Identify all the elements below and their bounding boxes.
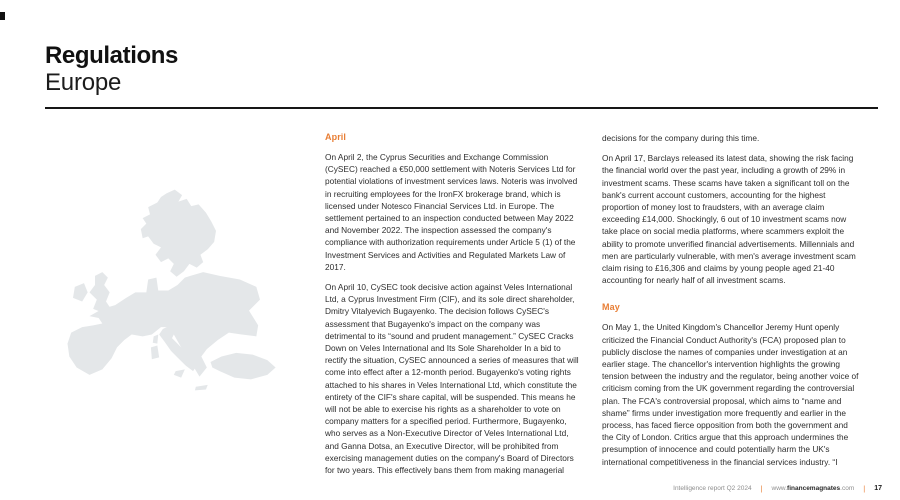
map-crete (195, 385, 208, 391)
map-ireland (73, 283, 88, 301)
footer-separator-2: | (863, 484, 866, 493)
footer-website-suffix: .com (840, 485, 855, 492)
page-edge-mark (0, 12, 5, 20)
paragraph-april-continued: decisions for the company during this time. (602, 133, 760, 143)
title-divider-line (45, 107, 878, 109)
europe-map-silhouette (62, 182, 282, 410)
paragraph-april-1: On April 2, the Cyprus Securities and Exchange Commission (CySEC) reached a €50,000 settlement with Noteris Services Ltd for potential violations of investment services laws. Noteris was involved in recruiting employees for the IronFX brokerage brand, which is licensed under Notesco Financial Services Ltd. in Europe. The settlement pertained to an inspection conducted between May 2022 and November 2022. The inspection assessed the company's compliance with authorization requirements under Article 5 (1) of the Investment Services and Activities and Regulated Markets Law of 2017. (325, 152, 578, 272)
page-subtitle: Europe (45, 69, 122, 96)
map-great-britain (90, 272, 110, 312)
section-heading-may: May (602, 302, 620, 313)
footer-website-link[interactable] (772, 484, 855, 494)
footer-separator-1: | (760, 484, 763, 493)
page-header (45, 42, 178, 96)
footer-website-brand: financemagnates (787, 485, 841, 492)
map-scandinavia (141, 190, 216, 277)
europe-map-svg (62, 182, 282, 410)
paragraph-april-2: On April 10, CySEC took decisive action against Veles International Ltd, a Cyprus Investment Firm (CIF), and its sole direct shareholder, Dmitry Vitalyevich Bugayenko. The decision follows CySEC's assessment that Bugayenko's impact on the company was detrimental to its “sound and prudent management.” CySEC Cracks Down on Veles International and Its Sole Shareholder In a bid to rectify the situation, CySEC announced a series of measures that will come into effect after a 12-month period. Bugayenko's voting rights attached to his shares in Veles International Ltd, which constitute the entirety of the CIF's share capital, will be suspended. This means he will not be able to exercise his rights as a shareholder to vote on company matters for a specified period. Furthermore, Bugayenko, who serves as a Non-Executive Director of Veles International Ltd, and Ganna Dotsa, an Executive Director, will be prohibited from exercising management duties on the company's Board of Directors for two years. This effectively bans them from making managerial (325, 282, 579, 476)
footer-page-number: 17 (874, 485, 882, 492)
page-title: Regulations (45, 42, 178, 69)
map-sicily (174, 369, 185, 377)
footer-website-prefix: www. (771, 485, 788, 492)
section-heading-april: April (325, 132, 347, 142)
footer-report-label: Intelligence report Q2 2024 (673, 485, 752, 492)
column-right (602, 132, 861, 476)
paragraph-april-3: On April 17, Barclays released its latest data, showing the risk facing the financial world over the past year, including a growth of 29% in investment scams. These scams have taken a significant toll on the bank's current account customers, accounting for the highest proportion of money lost to fraudsters, with an average claim exceeding £14,000. Shockingly, 6 out of 10 investment scams now take place on social media platforms, where scammers exploit the ability to promote unverified financial advertisements. Millennials and men are particularly vulnerable, with men's average investment scam claim rising to £16,306 and claims by young people aged 21-40 accounting for nearly half of all investment scams. (602, 153, 856, 286)
paragraph-may-1: On May 1, the United Kingdom's Chancellor Jeremy Hunt openly criticized the Financial Conduct Authority's (FCA) proposed plan to publicly disclose the names of companies under investigation at an earlier stage. The chancellor's intervention highlights the growing tension between the industry and the regulator, being another voice of criticism coming from the UK government regarding the controversial plan. The FCA's controversial proposal, which aims to “name and shame” firms under investigation more frequently and earlier in the process, has faced fierce opposition from both the government and the City of London. Critics argue that this approach undermines the presumption of innocence and could potentially harm the UK's international competitiveness in the financial services industry. “I (602, 322, 859, 467)
map-sardinia (151, 346, 159, 360)
map-turkey (211, 353, 276, 380)
map-corsica (153, 335, 159, 344)
column-left (325, 132, 582, 484)
page-footer (673, 484, 882, 494)
